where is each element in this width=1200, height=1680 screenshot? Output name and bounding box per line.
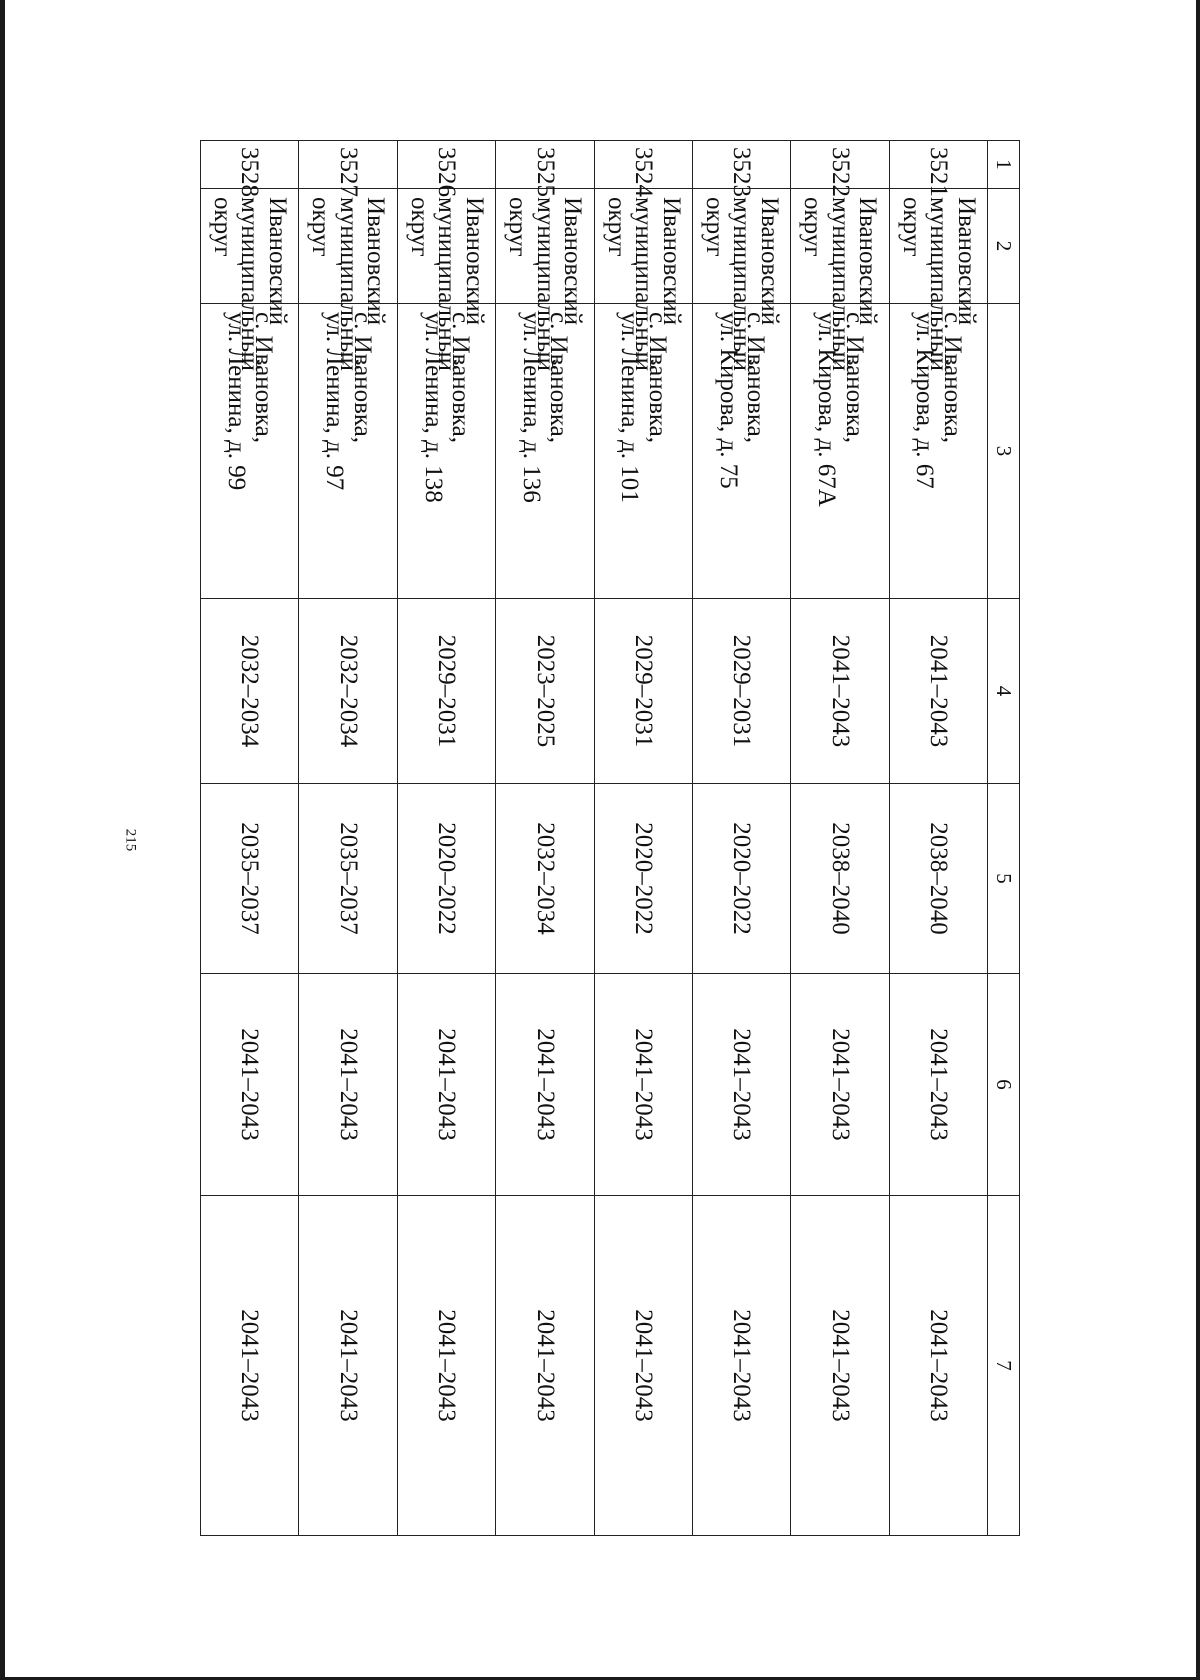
period-cell-c6: 2041–2043: [594, 974, 692, 1196]
period-cell-c6: 2041–2043: [299, 974, 397, 1196]
period-cell-c6: 2041–2043: [791, 974, 889, 1196]
address-cell: [791, 304, 889, 599]
municipality-line: Ивановский: [362, 197, 390, 326]
address-line: с. Ивановка,: [840, 312, 868, 444]
address-line: ул. Кирова, д. 67: [911, 312, 939, 489]
period-cell-c7: 2041–2043: [496, 1196, 594, 1536]
municipality-cell: [201, 189, 299, 371]
row-number-cell: 3521: [889, 141, 987, 189]
municipality-line: округ: [208, 197, 236, 257]
municipality-line: муниципальный: [630, 197, 658, 371]
municipality-line: муниципальный: [728, 197, 756, 371]
municipality-line: округ: [504, 197, 532, 257]
municipality-cell: [791, 189, 889, 371]
period-cell-c4: 2032–2034: [299, 599, 397, 784]
row-number-cell: 3524: [594, 141, 692, 189]
period-cell-c4: 2029–2031: [693, 599, 791, 784]
period-cell-c5: 2020–2022: [693, 784, 791, 974]
period-cell-c6: 2041–2043: [201, 974, 299, 1196]
municipality-line: Ивановский: [854, 197, 882, 326]
period-cell-c5: 2032–2034: [496, 784, 594, 974]
period-cell-c6: 2041–2043: [889, 974, 987, 1196]
address-line: с. Ивановка,: [643, 312, 671, 444]
period-cell-c4: 2023–2025: [496, 599, 594, 784]
period-cell-c4: 2029–2031: [397, 599, 495, 784]
column-number-cell: 5: [988, 784, 1020, 974]
municipality-line: муниципальный: [826, 197, 854, 371]
address-cell: [693, 304, 791, 599]
rotated-table-frame: [200, 140, 1020, 1535]
address-line: ул. Ленина, д. 101: [616, 312, 644, 503]
period-cell-c7: 2041–2043: [397, 1196, 495, 1536]
municipality-cell: [693, 189, 791, 371]
column-number-row: [988, 141, 1020, 1536]
period-cell-c4: 2032–2034: [201, 599, 299, 784]
municipality-cell: [299, 189, 397, 371]
address-cell: [594, 304, 692, 599]
table-row: [496, 141, 594, 1536]
row-number-cell: 3526: [397, 141, 495, 189]
column-number-cell: 6: [988, 974, 1020, 1196]
period-cell-c6: 2041–2043: [496, 974, 594, 1196]
row-number-cell: 3522: [791, 141, 889, 189]
data-table: [200, 140, 1020, 1536]
municipality-line: округ: [405, 197, 433, 257]
period-cell-c4: 2041–2043: [791, 599, 889, 784]
period-cell-c7: 2041–2043: [299, 1196, 397, 1536]
address-cell: [299, 304, 397, 599]
municipality-line: Ивановский: [755, 197, 783, 326]
period-cell-c7: 2041–2043: [594, 1196, 692, 1536]
municipality-line: Ивановский: [657, 197, 685, 326]
address-line: ул. Ленина, д. 97: [321, 312, 349, 491]
page-number: 215: [122, 828, 139, 852]
period-cell-c7: 2041–2043: [693, 1196, 791, 1536]
address-cell: [397, 304, 495, 599]
address-line: ул. Ленина, д. 99: [222, 312, 250, 491]
period-cell-c7: 2041–2043: [889, 1196, 987, 1536]
period-cell-c7: 2041–2043: [201, 1196, 299, 1536]
address-line: с. Ивановка,: [742, 312, 770, 444]
row-number-cell: 3527: [299, 141, 397, 189]
municipality-line: округ: [307, 197, 335, 257]
municipality-line: муниципальный: [236, 197, 264, 371]
period-cell-c5: 2020–2022: [397, 784, 495, 974]
municipality-line: округ: [700, 197, 728, 257]
municipality-cell: [889, 189, 987, 371]
column-number-cell: 7: [988, 1196, 1020, 1536]
address-line: ул. Ленина, д. 136: [517, 312, 545, 503]
table-row: [594, 141, 692, 1536]
table-body: [201, 141, 988, 1536]
address-line: с. Ивановка,: [447, 312, 475, 444]
period-cell-c5: 2020–2022: [594, 784, 692, 974]
table-row: [791, 141, 889, 1536]
period-cell-c5: 2035–2037: [201, 784, 299, 974]
municipality-line: муниципальный: [433, 197, 461, 371]
municipality-line: муниципальный: [531, 197, 559, 371]
scan-edge-left: [0, 0, 5, 1680]
table-row: [693, 141, 791, 1536]
column-number-cell: 2: [988, 189, 1020, 304]
table-row: [889, 141, 987, 1536]
scan-edge-right: [1196, 0, 1200, 1680]
municipality-line: муниципальный: [334, 197, 362, 371]
municipality-cell: [496, 189, 594, 371]
period-cell-c4: 2041–2043: [889, 599, 987, 784]
period-cell-c4: 2029–2031: [594, 599, 692, 784]
municipality-line: Ивановский: [460, 197, 488, 326]
address-line: ул. Кирова, д. 67А: [813, 312, 841, 507]
address-line: с. Ивановка,: [348, 312, 376, 444]
municipality-line: округ: [897, 197, 925, 257]
municipality-line: округ: [602, 197, 630, 257]
municipality-cell: [397, 189, 495, 371]
municipality-line: муниципальный: [925, 197, 953, 371]
municipality-cell: [594, 189, 692, 371]
row-number-cell: 3528: [201, 141, 299, 189]
period-cell-c6: 2041–2043: [693, 974, 791, 1196]
column-number-cell: 1: [988, 141, 1020, 189]
period-cell-c6: 2041–2043: [397, 974, 495, 1196]
municipality-line: Ивановский: [952, 197, 980, 326]
address-cell: [889, 304, 987, 599]
address-line: с. Ивановка,: [250, 312, 278, 444]
address-line: ул. Кирова, д. 75: [714, 312, 742, 489]
municipality-line: Ивановский: [263, 197, 291, 326]
address-line: с. Ивановка,: [939, 312, 966, 444]
period-cell-c5: 2038–2040: [791, 784, 889, 974]
row-number-cell: 3523: [693, 141, 791, 189]
row-number-cell: 3525: [496, 141, 594, 189]
period-cell-c5: 2035–2037: [299, 784, 397, 974]
municipality-line: Ивановский: [559, 197, 587, 326]
municipality-line: округ: [799, 197, 827, 257]
period-cell-c7: 2041–2043: [791, 1196, 889, 1536]
address-cell: [201, 304, 299, 599]
address-line: ул. Ленина, д. 138: [419, 312, 447, 503]
address-cell: [496, 304, 594, 599]
table-row: [201, 141, 299, 1536]
table-row: [397, 141, 495, 1536]
table-row: [299, 141, 397, 1536]
column-number-cell: 4: [988, 599, 1020, 784]
period-cell-c5: 2038–2040: [889, 784, 987, 974]
address-line: с. Ивановка,: [545, 312, 573, 444]
column-number-cell: 3: [988, 304, 1020, 599]
